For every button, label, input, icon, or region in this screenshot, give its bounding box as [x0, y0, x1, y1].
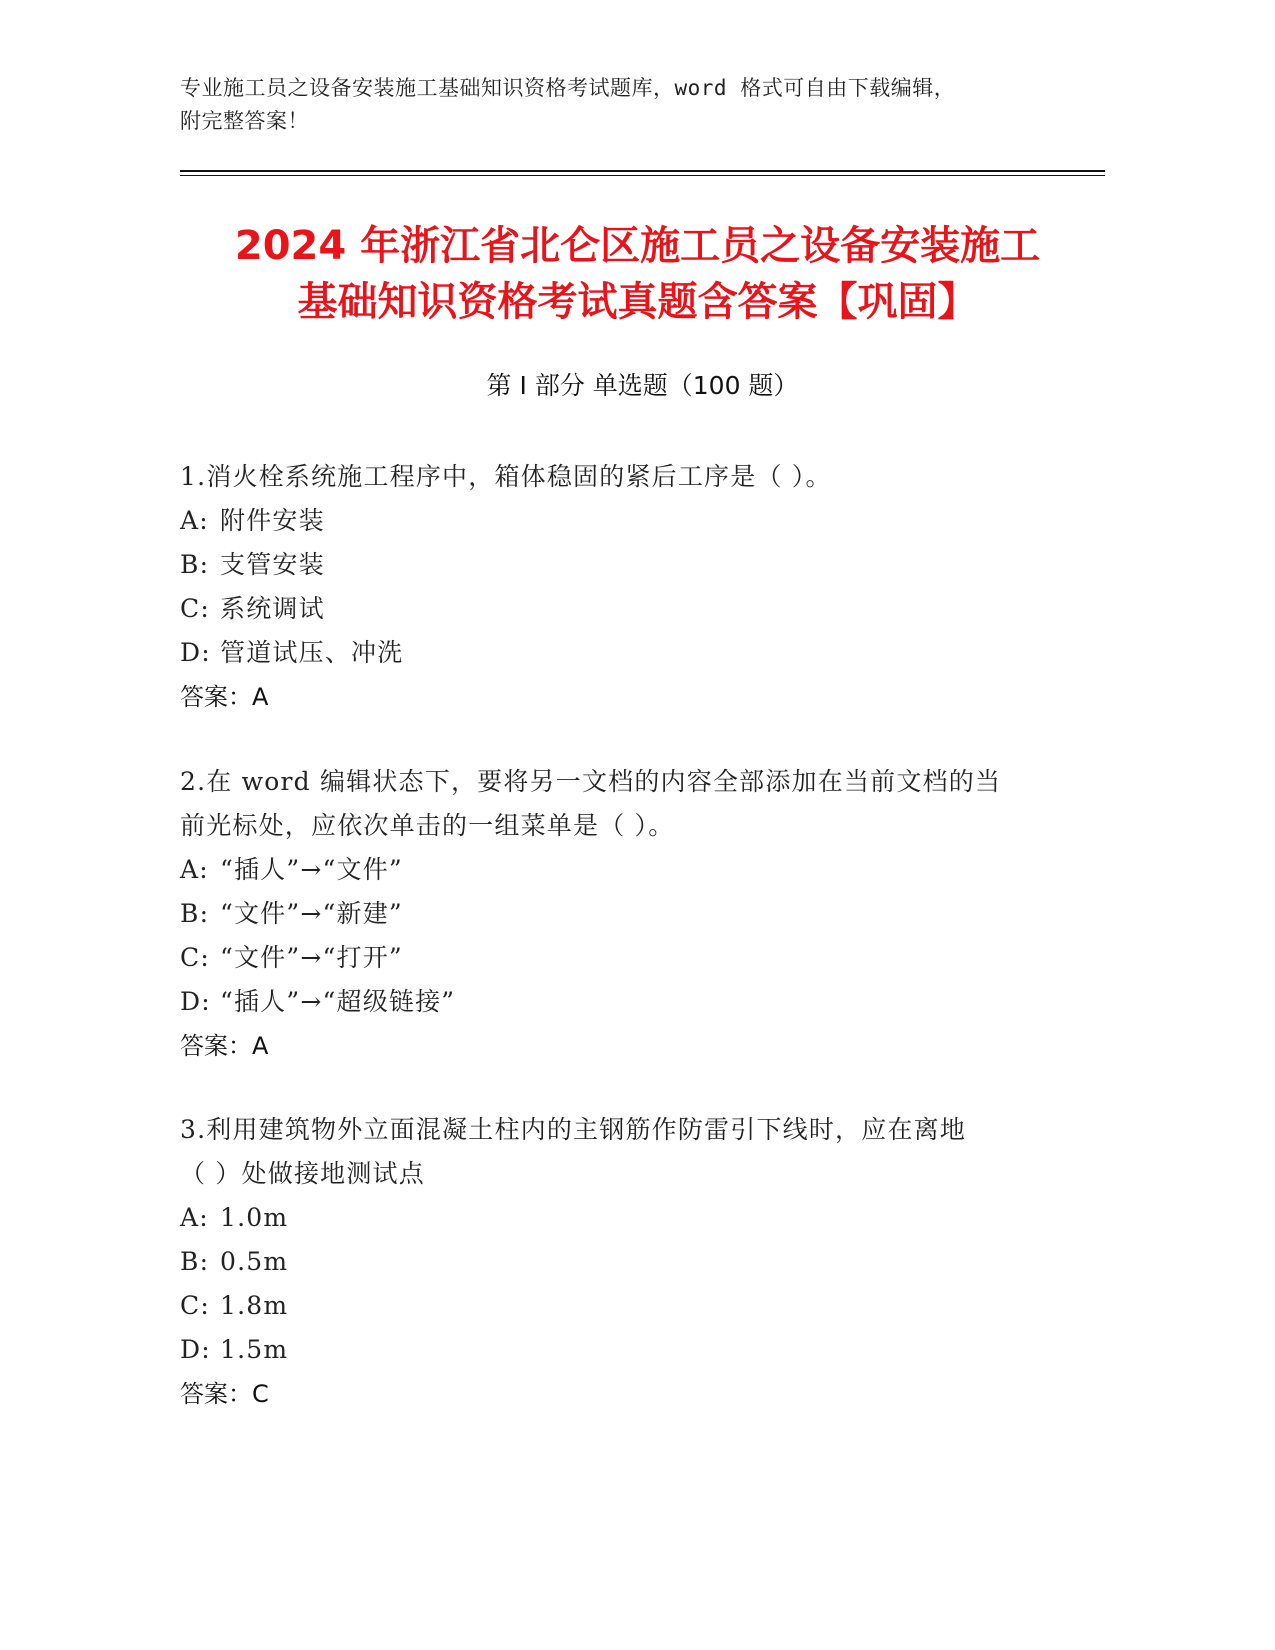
document-title-line: 2024 年浙江省北仑区施工员之设备安装施工	[234, 223, 1041, 269]
header-note	[180, 72, 1040, 138]
option-key: C:	[180, 943, 210, 972]
option-text: “插人”→“文件”	[220, 855, 403, 884]
option-d	[180, 1328, 1040, 1372]
option-d	[180, 631, 1040, 675]
option-text: 1.8m	[220, 1291, 289, 1320]
header-note-line: 专业施工员之设备安装施工基础知识资格考试题库，word 格式可自由下载编辑，	[180, 76, 956, 100]
option-key: C:	[180, 1291, 210, 1320]
question-stem: 2.在 word 编辑状态下，要将另一文档的内容全部添加在当前文档的当	[180, 767, 1002, 796]
option-key: A:	[180, 1203, 209, 1232]
option-key: A:	[180, 855, 209, 884]
option-key: B:	[180, 1247, 210, 1276]
option-key: C:	[180, 594, 210, 623]
option-text: 0.5m	[220, 1247, 289, 1276]
option-b	[180, 543, 1040, 587]
option-text: “文件”→“新建”	[220, 899, 403, 928]
option-a	[180, 1196, 1040, 1240]
option-text: “插人”→“超级链接”	[220, 987, 456, 1016]
answer: 答案：A	[180, 683, 269, 711]
option-text: 1.5m	[220, 1335, 289, 1364]
option-a	[180, 848, 1040, 892]
option-text: 支管安装	[220, 550, 325, 579]
answer: 答案：C	[180, 1380, 269, 1408]
header-divider-thin	[180, 175, 1105, 176]
option-d	[180, 980, 1040, 1024]
question-stem: 3.利用建筑物外立面混凝土柱内的主钢筋作防雷引下线时，应在离地	[180, 1115, 967, 1144]
option-c	[180, 587, 1040, 631]
header-divider-thick	[180, 170, 1105, 172]
option-key: D:	[180, 1335, 211, 1364]
document-title	[140, 218, 1135, 330]
option-a	[180, 499, 1040, 543]
option-key: B:	[180, 899, 210, 928]
question-2	[180, 760, 1040, 1068]
question-3	[180, 1108, 1040, 1416]
question-1	[180, 455, 1040, 719]
option-text: 附件安装	[220, 506, 325, 535]
option-text: 系统调试	[220, 594, 325, 623]
option-c	[180, 1284, 1040, 1328]
option-key: B:	[180, 550, 210, 579]
option-text: “文件”→“打开”	[220, 943, 403, 972]
question-stem: 1.消火栓系统施工程序中，箱体稳固的紧后工序是（ ）。	[180, 462, 832, 491]
question-stem: 前光标处，应依次单击的一组菜单是（ ）。	[180, 811, 675, 840]
option-b	[180, 1240, 1040, 1284]
option-b	[180, 892, 1040, 936]
document-title-line: 基础知识资格考试真题含答案【巩固】	[297, 279, 978, 325]
option-key: D:	[180, 638, 211, 667]
option-key: D:	[180, 987, 211, 1016]
question-stem: （ ）处做接地测试点	[180, 1159, 425, 1188]
header-note-line: 附完整答案！	[180, 109, 309, 133]
option-text: 1.0m	[220, 1203, 289, 1232]
section-title: 第 I 部分 单选题（100 题）	[486, 371, 799, 400]
answer: 答案：A	[180, 1032, 269, 1060]
option-key: A:	[180, 506, 209, 535]
option-text: 管道试压、冲洗	[220, 638, 404, 667]
option-c	[180, 936, 1040, 980]
